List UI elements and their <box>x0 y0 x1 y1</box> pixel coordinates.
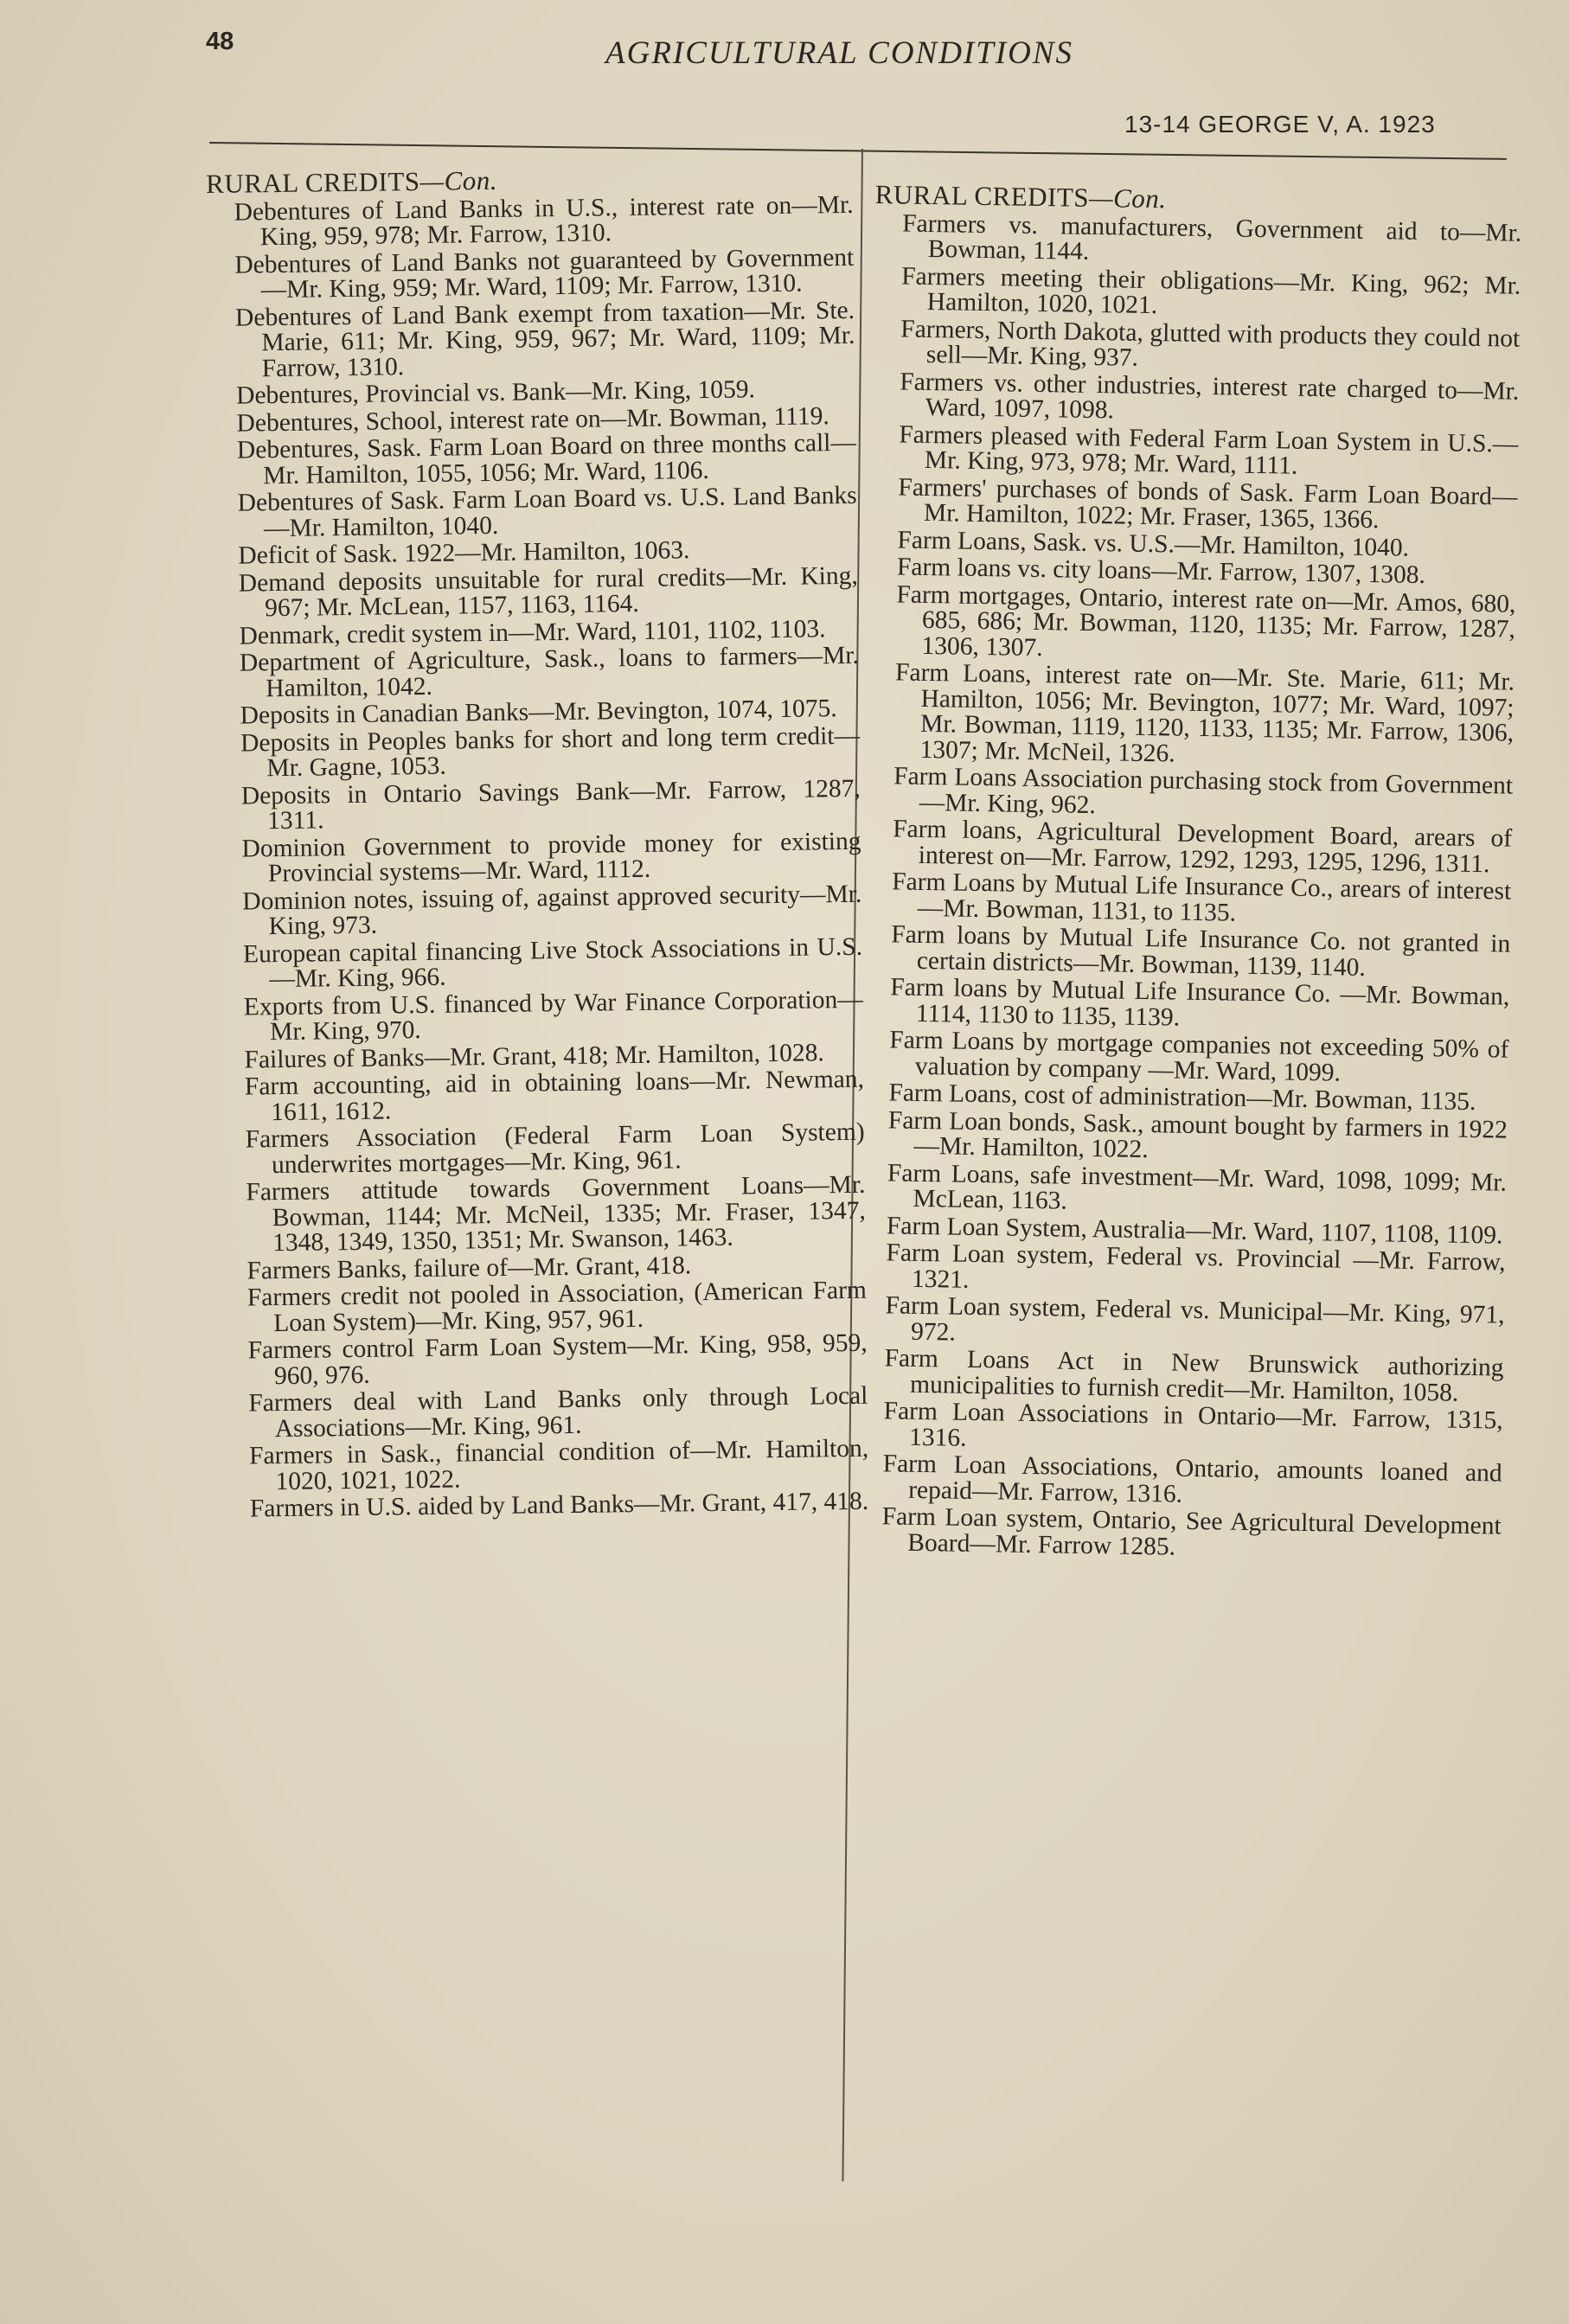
index-entry: Farm Loans by mortgage companies not exceeding 50% of valuation by company —Mr. Ward, 1099. <box>889 1026 1509 1087</box>
index-entry: Farm Loan system, Federal vs. Provincial —Mr. Farrow, 1321. <box>886 1239 1506 1294</box>
index-entry: Farmers, North Dakota, glutted with products they could not sell—Mr. King, 937. <box>900 314 1521 372</box>
index-entry: Farm Loans, interest rate on—Mr. Ste. Marie, 611; Mr. Hamilton, 1056; Mr. Bevington, 1077; Mr. Ward, 1097; Mr. Bowman, 1119, 1120, 1133, 1135; Mr. Farrow, 1306, 1307; Mr. McNeil, 1326. <box>894 658 1515 768</box>
index-entry: Farm loans by Mutual Life Insurance Co. —Mr. Bowman, 1114, 1130 to 1135, 1139. <box>890 973 1510 1032</box>
header-rule <box>209 142 1507 160</box>
index-entry: Farm loans vs. city loans—Mr. Farrow, 1307, 1308. <box>896 553 1426 590</box>
index-entry: Farmers Banks, failure of—Mr. Grant, 418. <box>247 1251 692 1285</box>
index-entry: Farmers meeting their obligations—Mr. King, 962; Mr. Hamilton, 1020, 1021. <box>901 261 1521 320</box>
index-entry: Dominion Government to provide money for existing Provincial systems—Mr. Ward, 1112. <box>241 827 861 888</box>
index-entry: Farmers in Sask., financial condition of—Mr. Hamilton, 1020, 1021, 1022. <box>248 1434 869 1495</box>
index-entry: Farmers' purchases of bonds of Sask. Farm Loan Board—Mr. Hamilton, 1022; Mr. Fraser, 1365, 1366. <box>898 472 1518 535</box>
index-entry: Farm Loan system, Ontario, See Agricultural Development Board—Mr. Farrow 1285. <box>881 1502 1502 1561</box>
index-entry: Debentures of Land Banks not guaranteed by Government—Mr. King, 959; Mr. Ward, 1109; Mr. Farrow, 1310. <box>234 243 855 304</box>
index-entry: Debentures, Provincial vs. Bank—Mr. King, 1059. <box>235 375 756 410</box>
index-entry: Farm Loans Association purchasing stock from Government—Mr. King, 962. <box>893 762 1514 819</box>
index-entry: Farmers vs. other industries, interest rate charged to—Mr. Ward, 1097, 1098. <box>900 367 1520 425</box>
index-entry: Farmers Association (Federal Farm Loan System) underwrites mortgages—Mr. King, 961. <box>245 1117 865 1179</box>
section-heading-suffix: —Con. <box>1088 182 1167 214</box>
index-entry: Farm Loans, cost of administration—Mr. Bowman, 1135. <box>888 1079 1476 1117</box>
index-entry: Farm Loan system, Federal vs. Municipal—Mr. King, 971, 972. <box>885 1291 1505 1347</box>
index-entry: Farmers deal with Land Banks only through Local Associations—Mr. King, 961. <box>248 1381 868 1443</box>
index-entry: Debentures of Sask. Farm Loan Board vs. U.S. Land Banks—Mr. Hamilton, 1040. <box>237 481 857 542</box>
index-entry: Failures of Banks—Mr. Grant, 418; Mr. Hamilton, 1028. <box>244 1038 824 1074</box>
index-entry: Exports from U.S. financed by War Finance Corporation—Mr. King, 970. <box>243 985 863 1047</box>
index-entry: Farmers credit not pooled in Association, (American Farm Loan System)—Mr. King, 957, 961. <box>247 1276 868 1337</box>
index-entry: Farm loans by Mutual Life Insurance Co. not granted in certain districts—Mr. Bowman, 1139, 1140. <box>891 920 1511 982</box>
section-heading-suffix: —Con. <box>419 164 498 196</box>
index-entry: Farm mortgages, Ontario, interest rate on—Mr. Amos, 680, 685, 686; Mr. Bowman, 1120, 1135; Mr. Farrow, 1287, 1306, 1307. <box>896 579 1516 662</box>
index-entry: Deposits in Ontario Savings Bank—Mr. Farrow, 1287, 1311. <box>240 774 861 835</box>
section-heading-title: RURAL CREDITS <box>874 179 1090 213</box>
index-entry: Farmers control Farm Loan System—Mr. King, 958, 959, 960, 976. <box>247 1328 868 1390</box>
index-entry: Farm Loans, Sask. vs. U.S.—Mr. Hamilton, 1040. <box>897 525 1410 562</box>
running-title: AGRICULTURAL CONDITIONS <box>605 35 1074 71</box>
page-number: 48 <box>206 28 234 55</box>
index-entries <box>206 192 869 1522</box>
session-label: 13-14 GEORGE V, A. 1923 <box>1124 111 1436 138</box>
index-entry: Farmers vs. manufacturers, Government aid to—Mr. Bowman, 1144. <box>901 208 1522 266</box>
index-entry: Dominion notes, issuing of, against approved security—Mr. King, 973. <box>242 880 862 941</box>
index-entry: Farmers attitude towards Government Loans—Mr. Bowman, 1144; Mr. McNeil, 1335; Mr. Fraser, 1347, 1348, 1349, 1350, 1351; Mr. Swanson, 1463. <box>246 1170 866 1258</box>
index-entry: European capital financing Live Stock Associations in U.S.—Mr. King, 966. <box>242 932 863 994</box>
index-entries <box>854 210 1521 1565</box>
index-entry: Farmers pleased with Federal Farm Loan System in U.S.—Mr. King, 973, 978; Mr. Ward, 1111. <box>899 419 1519 480</box>
index-entry: Farm Loan System, Australia—Mr. Ward, 1107, 1108, 1109. <box>886 1211 1503 1250</box>
index-entry: Debentures of Land Banks in U.S., interest rate on—Mr. King, 959, 978; Mr. Farrow, 1310. <box>234 190 854 252</box>
section-heading-title: RURAL CREDITS <box>205 165 420 199</box>
index-entry: Department of Agriculture, Sask., loans to farmers—Mr. Hamilton, 1042. <box>239 641 860 702</box>
index-entry: Farm Loan Associations, Ontario, amounts loaned and repaid—Mr. Farrow, 1316. <box>882 1450 1502 1508</box>
index-entry: Debentures, Sask. Farm Loan Board on three months call—Mr. Hamilton, 1055, 1056; Mr. Ward, 1106. <box>236 428 857 490</box>
index-entry: Farm loans, Agricultural Development Board, arears of interest on—Mr. Farrow, 1292, 1293, 1295, 1296, 1311. <box>892 815 1513 878</box>
index-entry: Deposits in Canadian Banks—Mr. Bevington, 1074, 1075. <box>240 695 837 730</box>
index-entry: Farm Loan bonds, Sask., amount bought by farmers in 1922—Mr. Hamilton, 1022. <box>887 1105 1508 1164</box>
index-entry: Deposits in Peoples banks for short and long term credit—Mr. Gagne, 1053. <box>240 721 861 783</box>
index-entry: Farm Loans by Mutual Life Insurance Co., arears of interest—Mr. Bowman, 1131, to 1135. <box>892 867 1512 927</box>
index-entry: Debentures of Land Bank exempt from taxation—Mr. Ste. Marie, 611; Mr. King, 959, 967; Mr. Ward, 1109; Mr. Farrow, 1310. <box>234 296 855 382</box>
index-entry: Deficit of Sask. 1922—Mr. Hamilton, 1063. <box>238 536 690 570</box>
index-entry: Denmark, credit system in—Mr. Ward, 1101, 1102, 1103. <box>239 614 826 650</box>
index-entry: Farmers in U.S. aided by Land Banks—Mr. Grant, 417, 418. <box>249 1487 869 1523</box>
index-entry: Demand deposits unsuitable for rural credits—Mr. King, 967; Mr. McLean, 1157, 1163, 1164. <box>238 561 858 623</box>
index-entry: Farm Loans, safe investment—Mr. Ward, 1098, 1099; Mr. McLean, 1163. <box>887 1158 1508 1215</box>
index-entry: Debentures, School, interest rate on—Mr. Bowman, 1119. <box>236 401 829 438</box>
left-column <box>206 163 869 1525</box>
right-column <box>854 179 1522 1567</box>
index-entry: Farm accounting, aid in obtaining loans—Mr. Newman, 1611, 1612. <box>244 1065 865 1126</box>
index-entry: Farm Loan Associations in Ontario—Mr. Farrow, 1315, 1316. <box>883 1397 1503 1452</box>
index-entry: Farm Loans Act in New Brunswick authorizing municipalities to furnish credit—Mr. Hamilton, 1058. <box>884 1344 1504 1407</box>
